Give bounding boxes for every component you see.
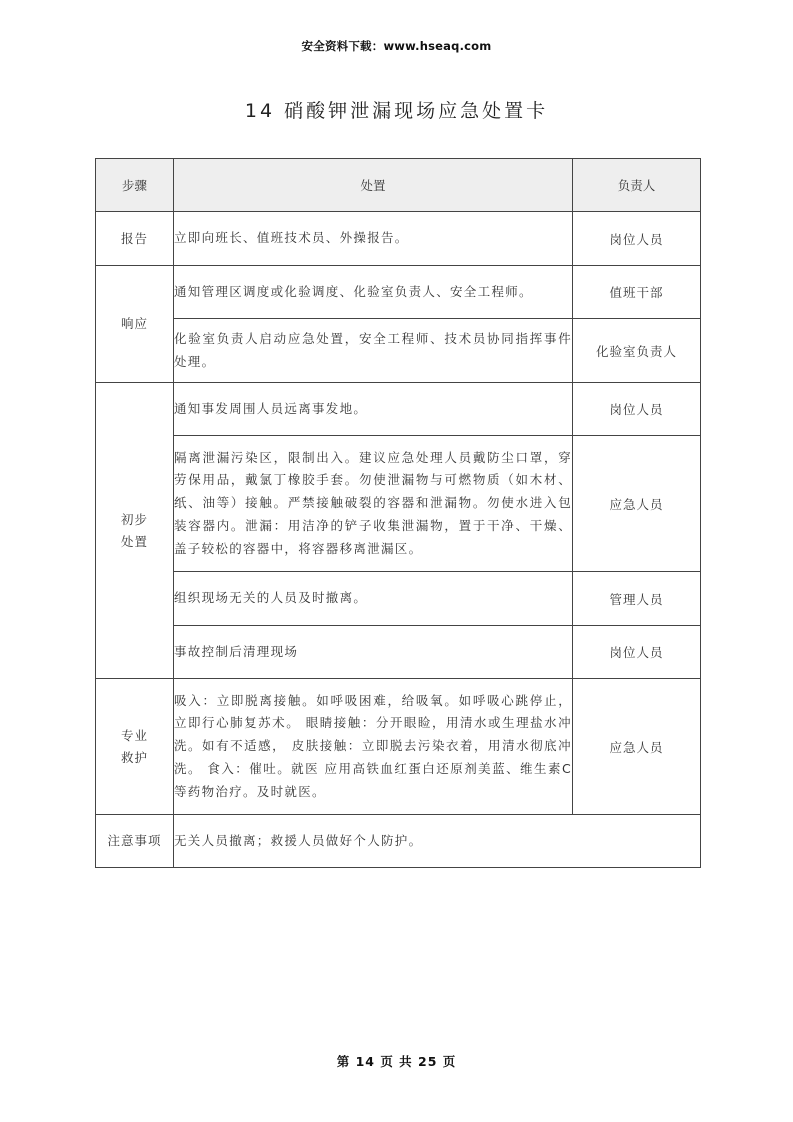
- table-row-response-2: [96, 319, 701, 383]
- table-row-initial-1: [96, 383, 701, 436]
- action-initial-3: 组织现场无关的人员及时撤离。: [174, 572, 573, 626]
- step-rescue-line1: 专业: [120, 727, 148, 743]
- document-title: 14 硝酸钾泄漏现场应急处置卡: [244, 100, 549, 122]
- step-report: 报告: [96, 212, 174, 266]
- action-report: 立即向班长、值班技术员、外操报告。: [174, 212, 573, 266]
- action-response-1: 通知管理区调度或化验调度、化验室负责人、安全工程师。: [174, 266, 573, 319]
- action-initial-2: 隔离泄漏污染区，限制出入。建议应急处理人员戴防尘口罩，穿劳保用品，戴氯丁橡胶手套。勿使泄漏物与可燃物质（如木材、纸、油等）接触。严禁接触破裂的容器和泄漏物。勿使水进入包装容器内。泄漏：用洁净的铲子收集泄漏物，置于干净、干燥、盖子较松的容器中，将容器移离泄漏区。: [174, 436, 573, 572]
- table-header-row: [96, 159, 701, 212]
- owner-response-2: 化验室负责人: [573, 319, 701, 383]
- owner-initial-4: 岗位人员: [573, 626, 701, 679]
- action-notes: 无关人员撤离；救援人员做好个人防护。: [174, 815, 701, 868]
- page-number-footer: 第 14 页 共 25 页: [336, 1054, 457, 1069]
- action-rescue: 吸入：立即脱离接触。如呼吸困难，给吸氧。如呼吸心跳停止，立即行心肺复苏术。 眼睛接触：分开眼睑，用清水或生理盐水冲洗。如有不适感， 皮肤接触：立即脱去污染衣着，用清水彻底冲洗。 食入：催吐。就医 应用高铁血红蛋白还原剂美蓝、维生素C等药物治疗。及时就医。: [174, 679, 573, 815]
- table-row-rescue: [96, 679, 701, 815]
- column-header-owner: 负责人: [573, 159, 701, 212]
- owner-rescue: 应急人员: [573, 679, 701, 815]
- step-notes: 注意事项: [96, 815, 174, 868]
- step-response: 响应: [96, 266, 174, 383]
- step-rescue: [96, 679, 174, 815]
- table-row-initial-3: [96, 572, 701, 626]
- action-initial-4: 事故控制后清理现场: [174, 626, 573, 679]
- step-initial: [96, 383, 174, 679]
- step-initial-line1: 初步: [120, 511, 148, 527]
- owner-response-1: 值班干部: [573, 266, 701, 319]
- owner-initial-2: 应急人员: [573, 436, 701, 572]
- owner-report: 岗位人员: [573, 212, 701, 266]
- page-header-source: 安全资料下载：www.hseaq.com: [301, 39, 492, 53]
- step-initial-line2: 处置: [120, 533, 148, 549]
- action-initial-1: 通知事发周围人员远离事发地。: [174, 383, 573, 436]
- step-rescue-line2: 救护: [120, 749, 148, 765]
- table-row-response-1: [96, 266, 701, 319]
- table-row-initial-4: [96, 626, 701, 679]
- owner-initial-3: 管理人员: [573, 572, 701, 626]
- action-response-2: 化验室负责人启动应急处置，安全工程师、技术员协同指挥事件处理。: [174, 319, 573, 383]
- column-header-action: 处置: [174, 159, 573, 212]
- table-row-report: [96, 212, 701, 266]
- column-header-step: 步骤: [96, 159, 174, 212]
- table-row-initial-2: [96, 436, 701, 572]
- table-row-notes: [96, 815, 701, 868]
- owner-initial-1: 岗位人员: [573, 383, 701, 436]
- emergency-card-table: [95, 158, 701, 868]
